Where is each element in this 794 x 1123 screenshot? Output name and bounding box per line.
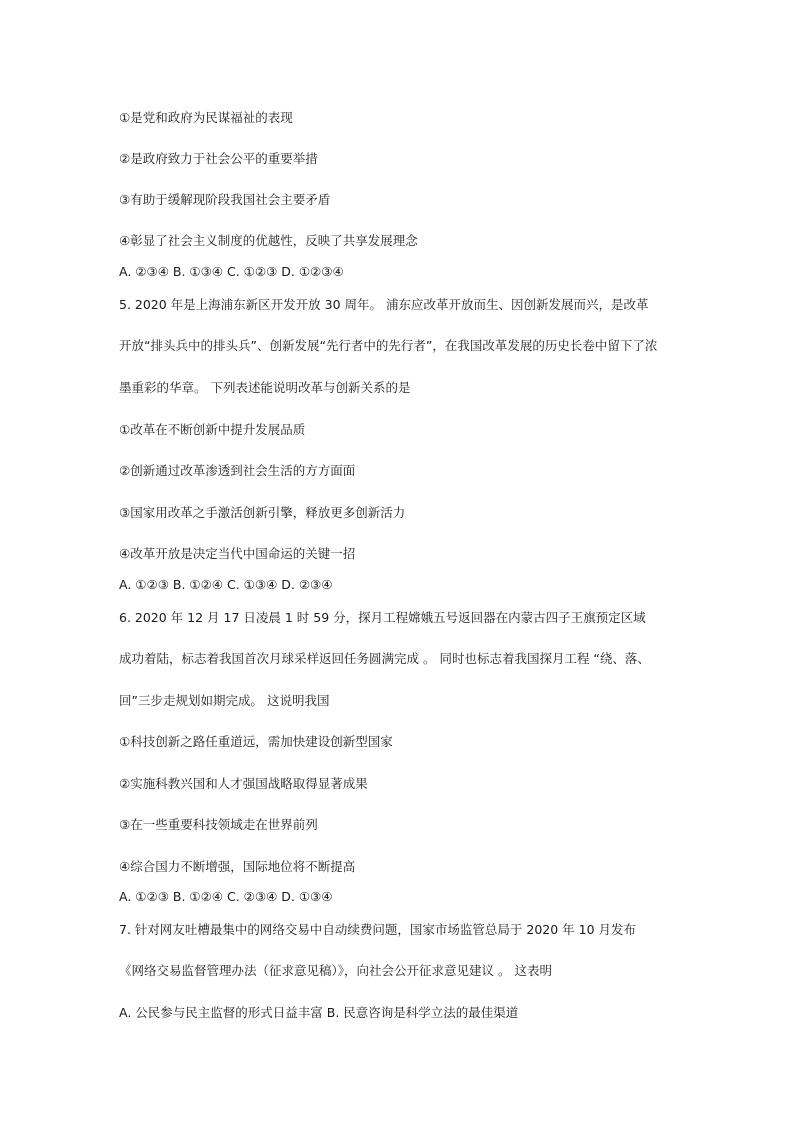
option-line: ④彰显了社会主义制度的优越性，反映了共享发展理念: [119, 233, 418, 248]
option-line: ①科技创新之路任重道远，需加快建设创新型国家: [119, 734, 393, 749]
question-6-text: 成功着陆，标志着我国首次月球采样返回任务圆满完成 。 同时也标志着我国探月工程 “绕、落、: [119, 651, 650, 666]
question-7-text: 7. 针对网友吐槽最集中的网络交易中自动续费问题，国家市场监管总局于 2020 年 10 月发布: [119, 922, 637, 937]
option-line: ④改革开放是决定当代中国命运的关键一招: [119, 546, 356, 561]
option-line: ③国家用改革之手激活创新引擎，释放更多创新活力: [119, 505, 406, 520]
answer-choices: A. ②③④ B. ①③④ C. ①②③ D. ①②③④: [119, 264, 344, 279]
question-7-text: 《网络交易监督管理办法（征求意见稿）》，向社会公开征求意见建议 。 这表明: [119, 963, 552, 978]
option-line: ④综合国力不断增强，国际地位将不断提高: [119, 859, 356, 874]
option-line: ②是政府致力于社会公平的重要举措: [119, 151, 318, 166]
question-6-text: 回”三步走规划如期完成。 这说明我国: [119, 693, 330, 708]
answer-choices: A. ①②③ B. ①②④ C. ①③④ D. ②③④: [119, 577, 333, 592]
answer-choices: A. ①②③ B. ①②④ C. ②③④ D. ①③④: [119, 889, 333, 904]
question-6-text: 6. 2020 年 12 月 17 日凌晨 1 时 59 分，探月工程嫦娥五号返回器在内蒙古四子王旗预定区域: [119, 610, 646, 625]
option-line: ③在一些重要科技领域走在世界前列: [119, 817, 318, 832]
question-5-text: 墨重彩的华章。 下列表述能说明改革与创新关系的是: [119, 380, 411, 395]
answer-choices: A. 公民参与民主监督的形式日益丰富 B. 民意咨询是科学立法的最佳渠道: [119, 1005, 519, 1020]
option-line: ②实施科教兴国和人才强国战略取得显著成果: [119, 776, 368, 791]
question-5-text: 开放“排头兵中的排头兵”、创新发展“先行者中的先行者”，在我国改革发展的历史长卷中留下了浓: [119, 338, 658, 353]
option-line: ①改革在不断创新中提升发展品质: [119, 422, 306, 437]
option-line: ③有助于缓解现阶段我国社会主要矛盾: [119, 192, 331, 207]
question-5-text: 5. 2020 年是上海浦东新区开发开放 30 周年。 浦东应改革开放而生、因创新发展而兴，是改革: [119, 297, 649, 312]
option-line: ①是党和政府为民谋福祉的表现: [119, 110, 293, 125]
option-line: ②创新通过改革渗透到社会生活的方方面面: [119, 463, 356, 478]
